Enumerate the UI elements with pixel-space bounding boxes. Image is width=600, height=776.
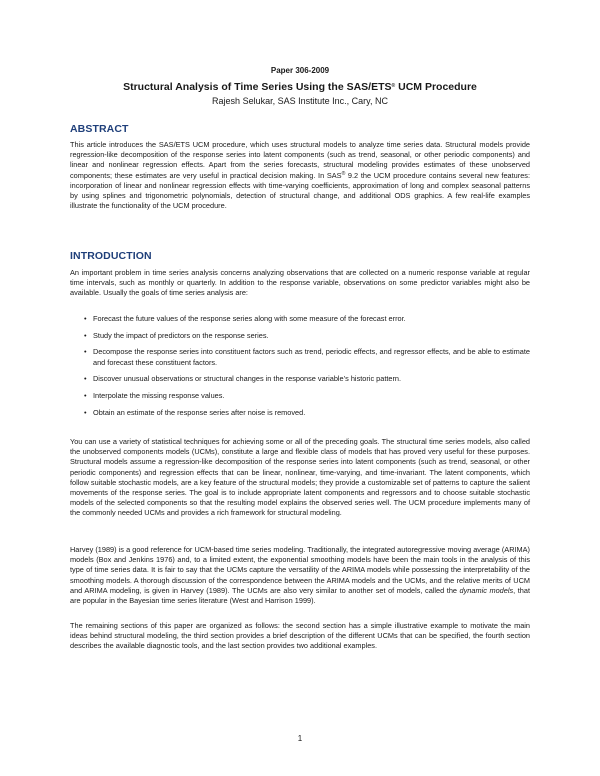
list-item: • Obtain an estimate of the response series after noise is removed. xyxy=(84,408,530,418)
paper-title xyxy=(70,81,530,93)
abstract-text-b: 9.2 the UCM procedure contains several new features: incorporation of linear and nonlinear regression effects with time-varying coefficients, approximation of long and complex seasonal patterns by using splines and trigonometric polynomials, detection of structural change, and additional ODS graphics. A few real-life examples illustrate the functionality of the UCM procedure. xyxy=(70,170,530,211)
registered-mark: ® xyxy=(391,83,396,89)
title-main: Structural Analysis of Time Series Using the SAS/ETS xyxy=(123,81,392,93)
page-number: 1 xyxy=(297,734,303,743)
body-paragraph-2: You can use a variety of statistical techniques for achieving some or all of the preceding goals. The structural time series models, also called the unobserved components models (UCMs), constitute a large and flexible class of models that has proved very useful for these purposes. Structural models assume a regression-like decomposition of the response series into latent components (such as trend, seasonal, or other periodic components) and regression effects that can be linear, nonlinear, time-varying, and time-invariant. The latent components, which follow suitable stochastic models, are a key feature of the structural models; they provide a customizable set of patterns to capture the salient movements of the response series. The goal is to include appropriate latent components and regressors and to choose suitable stochastic models of the selected components so that the resulting model explains the observed series well. The UCM procedure implements many of the commonly needed UCMs and provides a rich framework for structural modeling. xyxy=(70,437,530,518)
abstract-heading: ABSTRACT xyxy=(70,123,129,135)
list-item: • Decompose the response series into constituent factors such as trend, periodic effects, and regressor effects, and be able to estimate and forecast these constituent factors. xyxy=(84,347,530,367)
para3-emphasis: dynamic models xyxy=(459,585,514,595)
body-paragraph-3 xyxy=(70,545,530,606)
intro-paragraph: An important problem in time series analysis concerns analyzing observations that are collected on a numeric response variable at regular time intervals, such as monthly or quarterly. In addition to the response variable, observations on some predictor variables might also be available. Usually the goals of time series analysis are: xyxy=(70,268,530,298)
list-item: • Interpolate the missing response values. xyxy=(84,391,530,401)
list-item: • Forecast the future values of the response series along with some measure of the forecast error. xyxy=(84,314,530,324)
para3-text-a: Harvey (1989) is a good reference for UCM-based time series modeling. Traditionally, the integrated autoregressive moving average (ARIMA) models (Box and Jenkins 1976) and, to a limited extent, the exponential smoothing models have been the main tools in the analysis of this type of time series data. It is fair to say that the UCMs capture the versatility of the ARIMA models while possessing the interpretability of the smoothing models. A thorough discussion of the correspondence between the ARIMA models and the UCMs, and the relative merits of UCM and ARIMA modeling, is given in Harvey (1989). The UCMs are also very similar to another set of models, called the xyxy=(70,545,530,595)
para3-text-b: , that are popular in the Bayesian time series literature (West and Harrison 1999). xyxy=(70,585,530,606)
abstract-paragraph xyxy=(70,140,530,211)
paper-number: Paper 306-2009 xyxy=(270,66,330,75)
list-item: • Discover unusual observations or structural changes in the response variable’s historic pattern. xyxy=(84,374,530,384)
abstract-registered-mark: ® xyxy=(341,170,346,177)
body-paragraph-4: The remaining sections of this paper are organized as follows: the second section has a simple illustrative example to motivate the main ideas behind structural modeling, the third section provides a brief description of the different UCMs that can be specified, the fourth section describes the available diagnostic tools, and the last section provides two additional examples. xyxy=(70,621,530,651)
introduction-heading: INTRODUCTION xyxy=(70,250,152,262)
goals-list xyxy=(84,314,530,424)
list-item: • Study the impact of predictors on the response series. xyxy=(84,331,530,341)
abstract-text-a: This article introduces the SAS/ETS UCM procedure, which uses structural models to analyze time series data. Structural models provide regression-like decomposition of the response series into latent components (such as trend, seasonal, or other periodic components) and linear and nonlinear regression effects. Apart from the series forecasts, structural modeling provides estimates of these unobserved components; these estimates are very useful in practical decision making. In SAS xyxy=(70,140,530,180)
title-end: UCM Procedure xyxy=(395,81,477,93)
author-line: Rajesh Selukar, SAS Institute Inc., Cary, NC xyxy=(212,96,388,106)
